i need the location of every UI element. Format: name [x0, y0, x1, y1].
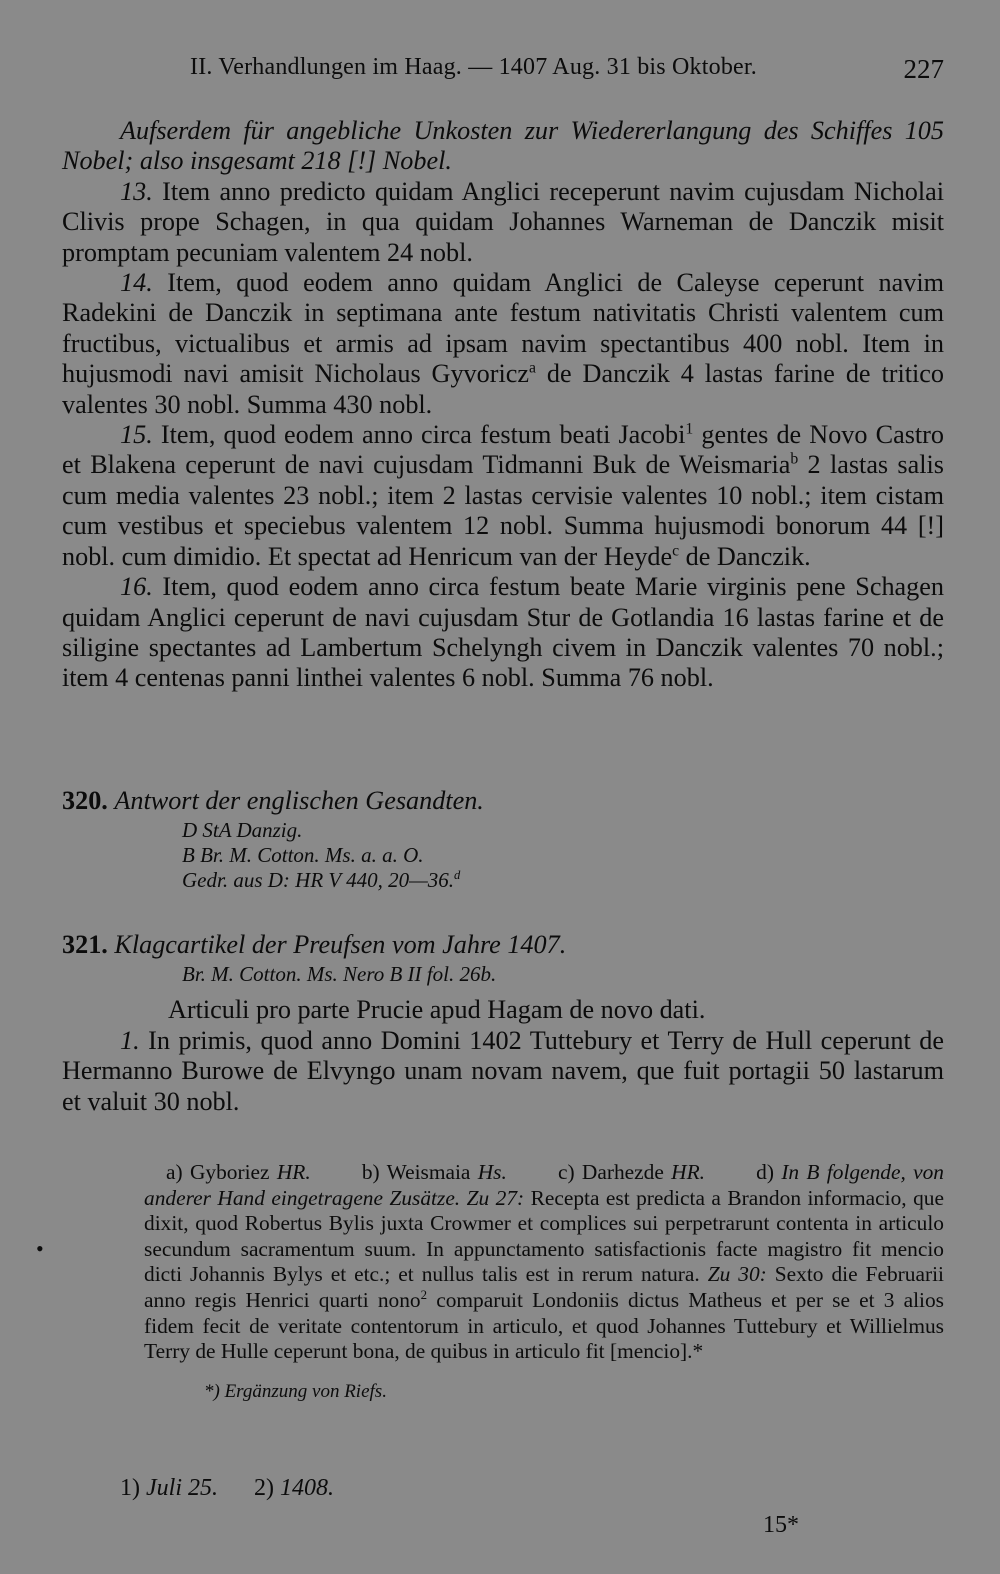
section-321-number: 321. — [62, 930, 108, 959]
item-14: 14. Item, quod eodem anno quidam Anglici de Caleyse ceperunt navim Radekini de Danczik in septimana ante festum nativitatis Christi valentem cum fructibus, victualibus et armis ad ipsam navim spectantibus 400 nobl. Item in hujusmodi navi amisit Nicholaus Gyvoricz$^a$ de Danczik 4 lastas farine de tritico valentes 30 nobl. Summa 430 nobl. — [62, 268, 944, 419]
main-text — [62, 116, 944, 694]
section-320-gedr: Gedr. aus D: HR V 440, 20—36.$^d$ — [182, 868, 461, 893]
section-321-heading: Articuli pro parte Prucie apud Hagam de novo dati. — [168, 995, 706, 1025]
page-number: 227 — [903, 54, 944, 84]
running-header — [0, 50, 1000, 90]
signature-mark: 15* — [763, 1512, 799, 1538]
section-321 — [62, 930, 944, 1117]
section-321-title: Klagcartikel der Preufsen vom Jahre 1407. — [114, 930, 567, 959]
section-320-source-b: B Br. M. Cotton. Ms. a. a. O. — [182, 843, 424, 868]
item-13: 13. Item anno predicto quidam Anglici receperunt navim cujusdam Nicholai Clivis prope Schagen, in qua quidam Johannes Warneman de Danczik misit promptam pecuniam valentem 24 nobl. — [62, 176, 944, 267]
footnotes: 1) Juli 25. 2) 1408. — [120, 1475, 334, 1501]
item-15: 15. Item, quod eodem anno circa festum beati Jacobi$^1$ gentes de Novo Castro et Blakena ceperunt de navi cujusdam Tidmanni Buk de Weismaria$^b$ 2 lastas salis cum media valentes 23 nobl.; item 2 lastas cervisie valentes 10 nobl.; item cistam cum vestibus et speciebus valentem 12 nobl. Summa hujusmodi bonorum 44 [!] nobl. cum dimidio. Et spectat ad Henricum van der Heyde$^c$ de Danczik. — [62, 420, 945, 571]
note-d: a) Gyboriez HR. b) Weismaia Hs. c) Darhezde HR. d) In B folgende, von anderer Hand eingetragene Zusätze. Zu 27: Recepta est predicta a Brandon informacio, que dixit, quod Robertus Bylis juxta Crowmer et complices sui perpetrarunt contenta in articulo secundum sacramentum suum. In appunctamento satisfactionis facte magistro fit mencio dicti Johannis Bylys et etc.; et nullus talis est in rerum natura. Zu 30: Sexto die Februarii anno regis Henrici quarti nono$^2$ comparuit Londoniis dictus Matheus et per se et 3 alios fidem fecit de veritate contentorum in articulo, et quod Johannes Tuttebury et Willielmus Terry de Hulle ceperunt bona, de quibus in articulo fit [mencio].* — [144, 1160, 944, 1364]
section-320 — [62, 786, 944, 893]
section-320-title: Antwort der englischen Gesandten. — [114, 786, 484, 815]
section-321-item-1: 1. In primis, quod anno Domini 1402 Tuttebury et Terry de Hull ceperunt de Hermanno Burowe de Elvyngo unam novam navem, que fuit portagii 50 lastarum et valuit 30 nobl. — [62, 1025, 944, 1116]
section-321-source: Br. M. Cotton. Ms. Nero B II fol. 26b. — [182, 962, 497, 987]
running-title: II. Verhandlungen im Haag. — 1407 Aug. 31 bis Oktober. — [190, 54, 757, 80]
footnote-1: Juli 25. — [146, 1475, 218, 1501]
footnote-2: 1408. — [280, 1475, 334, 1501]
note-star: *) Ergänzung von Riefs. — [204, 1380, 387, 1402]
margin-bullet: • — [36, 1236, 44, 1261]
section-320-number: 320. — [62, 786, 108, 815]
section-320-source-d: D StA Danzig. — [182, 818, 303, 843]
intro-italic: Aufserdem für angebliche Unkosten zur Wiedererlangung des Schiffes 105 Nobel; also insgesamt 218 [!] Nobel. — [62, 116, 944, 176]
critical-apparatus — [144, 1160, 944, 1404]
item-16: 16. Item, quod eodem anno circa festum beate Marie virginis pene Schagen quidam Anglici ceperunt de navi cujusdam Stur de Gotlandia 16 lastas farine et de siligine spectantes ad Lambertum Schelyngh civem in Danczik valentes 70 nobl.; item 4 centenas panni linthei valentes 6 nobl. Summa 76 nobl. — [62, 572, 944, 693]
